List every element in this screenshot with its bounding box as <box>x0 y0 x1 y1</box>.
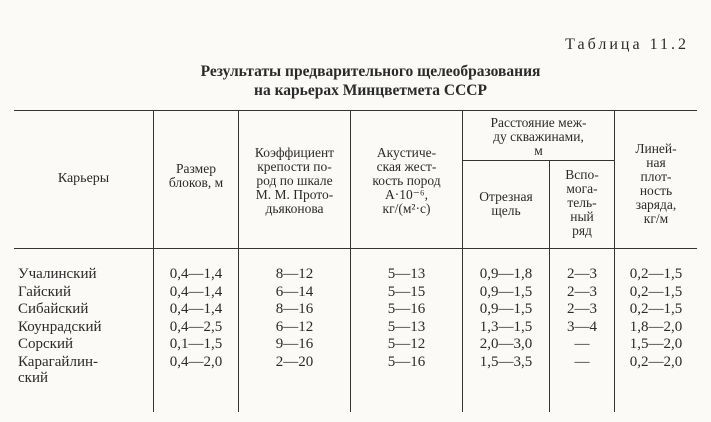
title-line-1: Результаты предварительного щелеобразования <box>200 63 541 80</box>
cell-cut: 0,9—1,8 <box>479 266 533 282</box>
cell-block: 0,4—2,5 <box>169 318 223 335</box>
cell-cut: 1,5—3,5 <box>479 353 533 370</box>
cell-acoustic: 5—16 <box>387 353 426 370</box>
header-strength-coef: Коэффициент крепости по- род по шкале М. М. Прото- дьяконова <box>254 145 335 216</box>
cell-name: Сорский <box>18 336 74 352</box>
table-top-rule <box>14 110 697 111</box>
cell-aux: 2—3 <box>567 266 597 282</box>
header-cut-slot: Отрезная щель <box>479 189 533 218</box>
table-number: Таблица 11.2 <box>565 36 689 53</box>
cell-name: Учалинский <box>18 266 97 282</box>
cell-cut: 0,9—1,5 <box>479 283 533 300</box>
table-title <box>0 62 711 100</box>
cell-aux: 2—3 <box>567 301 597 317</box>
cell-block: 0,1—1,5 <box>169 336 223 352</box>
cell-density: 0,2—1,5 <box>629 266 683 282</box>
cell-name: Сибайский <box>18 301 89 317</box>
cell-coef: 8—12 <box>275 266 314 282</box>
cell-acoustic: 5—13 <box>387 266 426 282</box>
cell-density: 1,5—2,0 <box>629 336 683 352</box>
cell-density: 0,2—2,0 <box>629 353 683 370</box>
cell-block: 0,4—1,4 <box>169 266 223 282</box>
cell-coef: 8—16 <box>275 301 314 317</box>
cell-name: Карагайлин- ский <box>18 353 98 386</box>
title-line-2: на карьерах Минцветмета СССР <box>254 82 487 99</box>
cell-aux: 3—4 <box>567 318 597 335</box>
cell-cut: 2,0—3,0 <box>479 336 533 352</box>
header-distance-group: Расстояние меж- ду скважинами, м <box>490 115 587 158</box>
cell-coef: 9—16 <box>275 336 314 352</box>
cell-acoustic: 5—16 <box>387 301 426 317</box>
cell-aux: 2—3 <box>567 283 597 300</box>
cell-block: 0,4—1,4 <box>169 301 223 317</box>
header-quarries: Карьеры <box>57 171 110 186</box>
cell-block: 0,4—2,0 <box>169 353 223 370</box>
cell-coef: 6—14 <box>275 283 314 300</box>
header-acoustic: Акустиче- ская жест- кость пород A·10⁻⁶, кг/(м²·с) <box>372 145 441 216</box>
cell-acoustic: 5—12 <box>387 336 426 352</box>
cell-cut: 0,9—1,5 <box>479 301 533 317</box>
header-aux-row: Вспо- мога- тель- ный ряд <box>565 167 599 238</box>
cell-name: Гайский <box>18 283 71 300</box>
cell-block: 0,4—1,4 <box>169 283 223 300</box>
cell-density: 1,8—2,0 <box>629 318 683 335</box>
cell-acoustic: 5—13 <box>387 318 426 335</box>
cell-density: 0,2—1,5 <box>629 283 683 300</box>
cell-density: 0,2—1,5 <box>629 301 683 317</box>
header-block-size: Размер блоков, м <box>168 161 224 190</box>
cell-cut: 1,3—1,5 <box>479 318 533 335</box>
cell-acoustic: 5—15 <box>387 283 426 300</box>
header-bottom-rule <box>14 248 697 249</box>
cell-aux: — <box>574 336 590 352</box>
distance-subheader-rule <box>462 160 614 161</box>
cell-coef: 2—20 <box>275 353 314 370</box>
cell-name: Коунрадский <box>18 318 102 335</box>
header-linear-density: Линей- ная плот- ность заряда, кг/м <box>635 141 677 226</box>
cell-coef: 6—12 <box>275 318 314 335</box>
cell-aux: — <box>574 353 590 370</box>
